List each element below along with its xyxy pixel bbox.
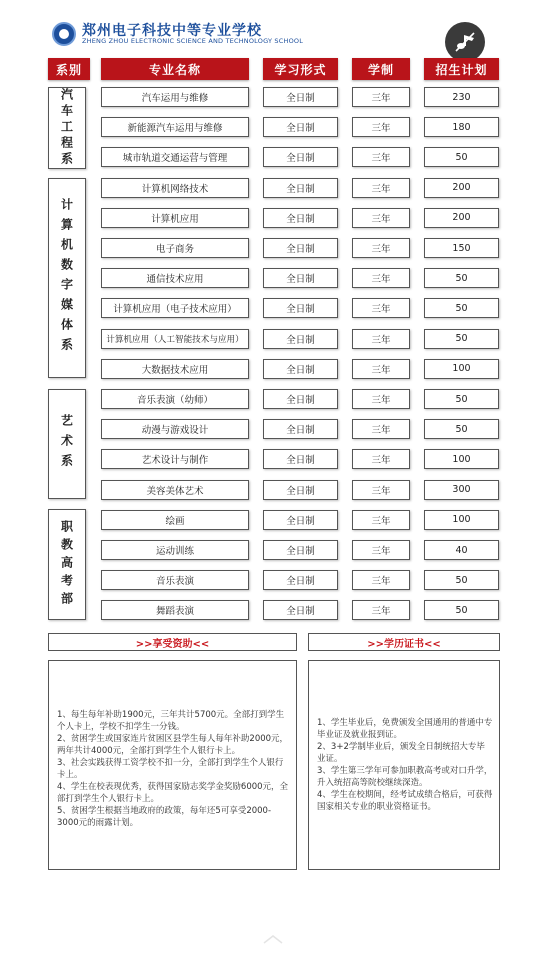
duration-cell: 三年 (352, 480, 410, 500)
cert-item: 3、学生第三学年可参加职教高考或对口升学，升入统招高等院校继续深造。 (317, 766, 493, 788)
department-label: 艺术系 (59, 414, 74, 474)
aid-item: 4、学生在校表现优秀，获得国家励志奖学金奖励6000元，全部打到学生个人银行卡上。 (57, 782, 289, 804)
duration-cell: 三年 (352, 208, 410, 228)
aid-item: 3、社会实践获得工资学校不扣一分，全部打到学生个人银行卡上。 (57, 758, 284, 780)
duration-cell: 三年 (352, 570, 410, 590)
major-cell: 舞蹈表演 (101, 600, 249, 620)
enrollment-plan-cell: 180 (424, 117, 499, 137)
enrollment-plan-cell: 200 (424, 178, 499, 198)
study-form-cell: 全日制 (263, 238, 338, 258)
department-computer (48, 178, 86, 378)
cert-section-title: >>学历证书<< (308, 633, 500, 651)
major-cell: 美容美体艺术 (101, 480, 249, 500)
enrollment-plan-cell: 50 (424, 298, 499, 318)
enrollment-plan-cell: 200 (424, 208, 499, 228)
school-name: 郑州电子科技中等专业学校 (82, 23, 262, 39)
enrollment-plan-cell: 50 (424, 570, 499, 590)
study-form-cell: 全日制 (263, 449, 338, 469)
aid-item: 1、每生每年补助1900元，三年共计5700元。全部打到学生个人卡上，学校不扣学生一分钱。 (57, 710, 285, 732)
header-enrollment-plan: 招生计划 (424, 58, 499, 80)
chevron-up-icon[interactable] (262, 934, 284, 944)
enrollment-plan-cell: 150 (424, 238, 499, 258)
department-vocational-exam (48, 509, 86, 620)
enrollment-plan-cell: 50 (424, 419, 499, 439)
enrollment-plan-cell: 50 (424, 268, 499, 288)
major-cell: 计算机网络技术 (101, 178, 249, 198)
aid-list (57, 709, 289, 829)
cert-box (308, 660, 500, 870)
major-cell: 城市轨道交通运营与管理 (101, 147, 249, 167)
major-cell: 电子商务 (101, 238, 249, 258)
study-form-cell: 全日制 (263, 540, 338, 560)
enrollment-plan-cell: 40 (424, 540, 499, 560)
enrollment-plan-cell: 50 (424, 147, 499, 167)
aid-box (48, 660, 297, 870)
enrollment-plan-cell: 100 (424, 510, 499, 530)
enrollment-plan-cell: 50 (424, 600, 499, 620)
duration-cell: 三年 (352, 87, 410, 107)
school-name-en: ZHENG ZHOU ELECTRONIC SCIENCE AND TECHNOLOGY SCHOOL (82, 37, 304, 45)
enrollment-plan-cell: 100 (424, 359, 499, 379)
department-label: 计算机数字媒体系 (59, 198, 74, 358)
major-cell: 通信技术应用 (101, 268, 249, 288)
major-cell: 计算机应用 (101, 208, 249, 228)
duration-cell: 三年 (352, 359, 410, 379)
study-form-cell: 全日制 (263, 117, 338, 137)
department-automotive (48, 87, 86, 169)
major-cell: 计算机应用（人工智能技术与应用） (101, 329, 249, 349)
music-toggle-button[interactable] (445, 22, 485, 62)
duration-cell: 三年 (352, 298, 410, 318)
enrollment-plan-cell: 50 (424, 329, 499, 349)
cert-list (317, 717, 493, 813)
study-form-cell: 全日制 (263, 329, 338, 349)
study-form-cell: 全日制 (263, 178, 338, 198)
study-form-cell: 全日制 (263, 147, 338, 167)
study-form-cell: 全日制 (263, 510, 338, 530)
duration-cell: 三年 (352, 419, 410, 439)
study-form-cell: 全日制 (263, 600, 338, 620)
study-form-cell: 全日制 (263, 359, 338, 379)
aid-section-title: >>享受资助<< (48, 633, 297, 651)
major-cell: 计算机应用（电子技术应用） (101, 298, 249, 318)
duration-cell: 三年 (352, 540, 410, 560)
major-cell: 绘画 (101, 510, 249, 530)
duration-cell: 三年 (352, 268, 410, 288)
department-label: 汽车工程系 (59, 88, 74, 168)
study-form-cell: 全日制 (263, 570, 338, 590)
duration-cell: 三年 (352, 238, 410, 258)
duration-cell: 三年 (352, 117, 410, 137)
duration-cell: 三年 (352, 147, 410, 167)
duration-cell: 三年 (352, 329, 410, 349)
header-study-form: 学习形式 (263, 58, 338, 80)
music-note-icon (452, 29, 478, 55)
study-form-cell: 全日制 (263, 298, 338, 318)
duration-cell: 三年 (352, 389, 410, 409)
major-cell: 音乐表演 (101, 570, 249, 590)
header-duration: 学制 (352, 58, 410, 80)
department-label: 职教高考部 (59, 519, 74, 610)
header-department: 系别 (48, 58, 90, 80)
enrollment-plan-cell: 230 (424, 87, 499, 107)
major-cell: 新能源汽车运用与维修 (101, 117, 249, 137)
aid-item: 2、贫困学生或国家连片贫困区县学生每人每年补助2000元，两年共计4000元，全部打到学生个人银行卡上。 (57, 734, 289, 756)
department-art (48, 389, 86, 499)
study-form-cell: 全日制 (263, 480, 338, 500)
duration-cell: 三年 (352, 178, 410, 198)
enrollment-plan-cell: 100 (424, 449, 499, 469)
duration-cell: 三年 (352, 510, 410, 530)
major-cell: 大数据技术应用 (101, 359, 249, 379)
study-form-cell: 全日制 (263, 419, 338, 439)
major-cell: 音乐表演（幼师） (101, 389, 249, 409)
aid-item: 5、贫困学生根据当地政府的政策，每年还5可享受2000-3000元的雨露计划。 (57, 806, 272, 828)
duration-cell: 三年 (352, 449, 410, 469)
major-cell: 艺术设计与制作 (101, 449, 249, 469)
cert-item: 4、学生在校期间，经考试成绩合格后，可获得国家相关专业的职业资格证书。 (317, 790, 493, 812)
study-form-cell: 全日制 (263, 389, 338, 409)
study-form-cell: 全日制 (263, 87, 338, 107)
study-form-cell: 全日制 (263, 208, 338, 228)
cert-item: 2、3+2学制毕业后，颁发全日制统招大专毕业证。 (317, 742, 485, 764)
header-major: 专业名称 (101, 58, 249, 80)
cert-item: 1、学生毕业后，免费颁发全国通用的普通中专毕业证及就业报到证。 (317, 718, 493, 740)
school-logo-icon (52, 22, 76, 46)
major-cell: 运动训练 (101, 540, 249, 560)
major-cell: 汽车运用与维修 (101, 87, 249, 107)
enrollment-plan-cell: 300 (424, 480, 499, 500)
study-form-cell: 全日制 (263, 268, 338, 288)
major-cell: 动漫与游戏设计 (101, 419, 249, 439)
enrollment-plan-cell: 50 (424, 389, 499, 409)
duration-cell: 三年 (352, 600, 410, 620)
